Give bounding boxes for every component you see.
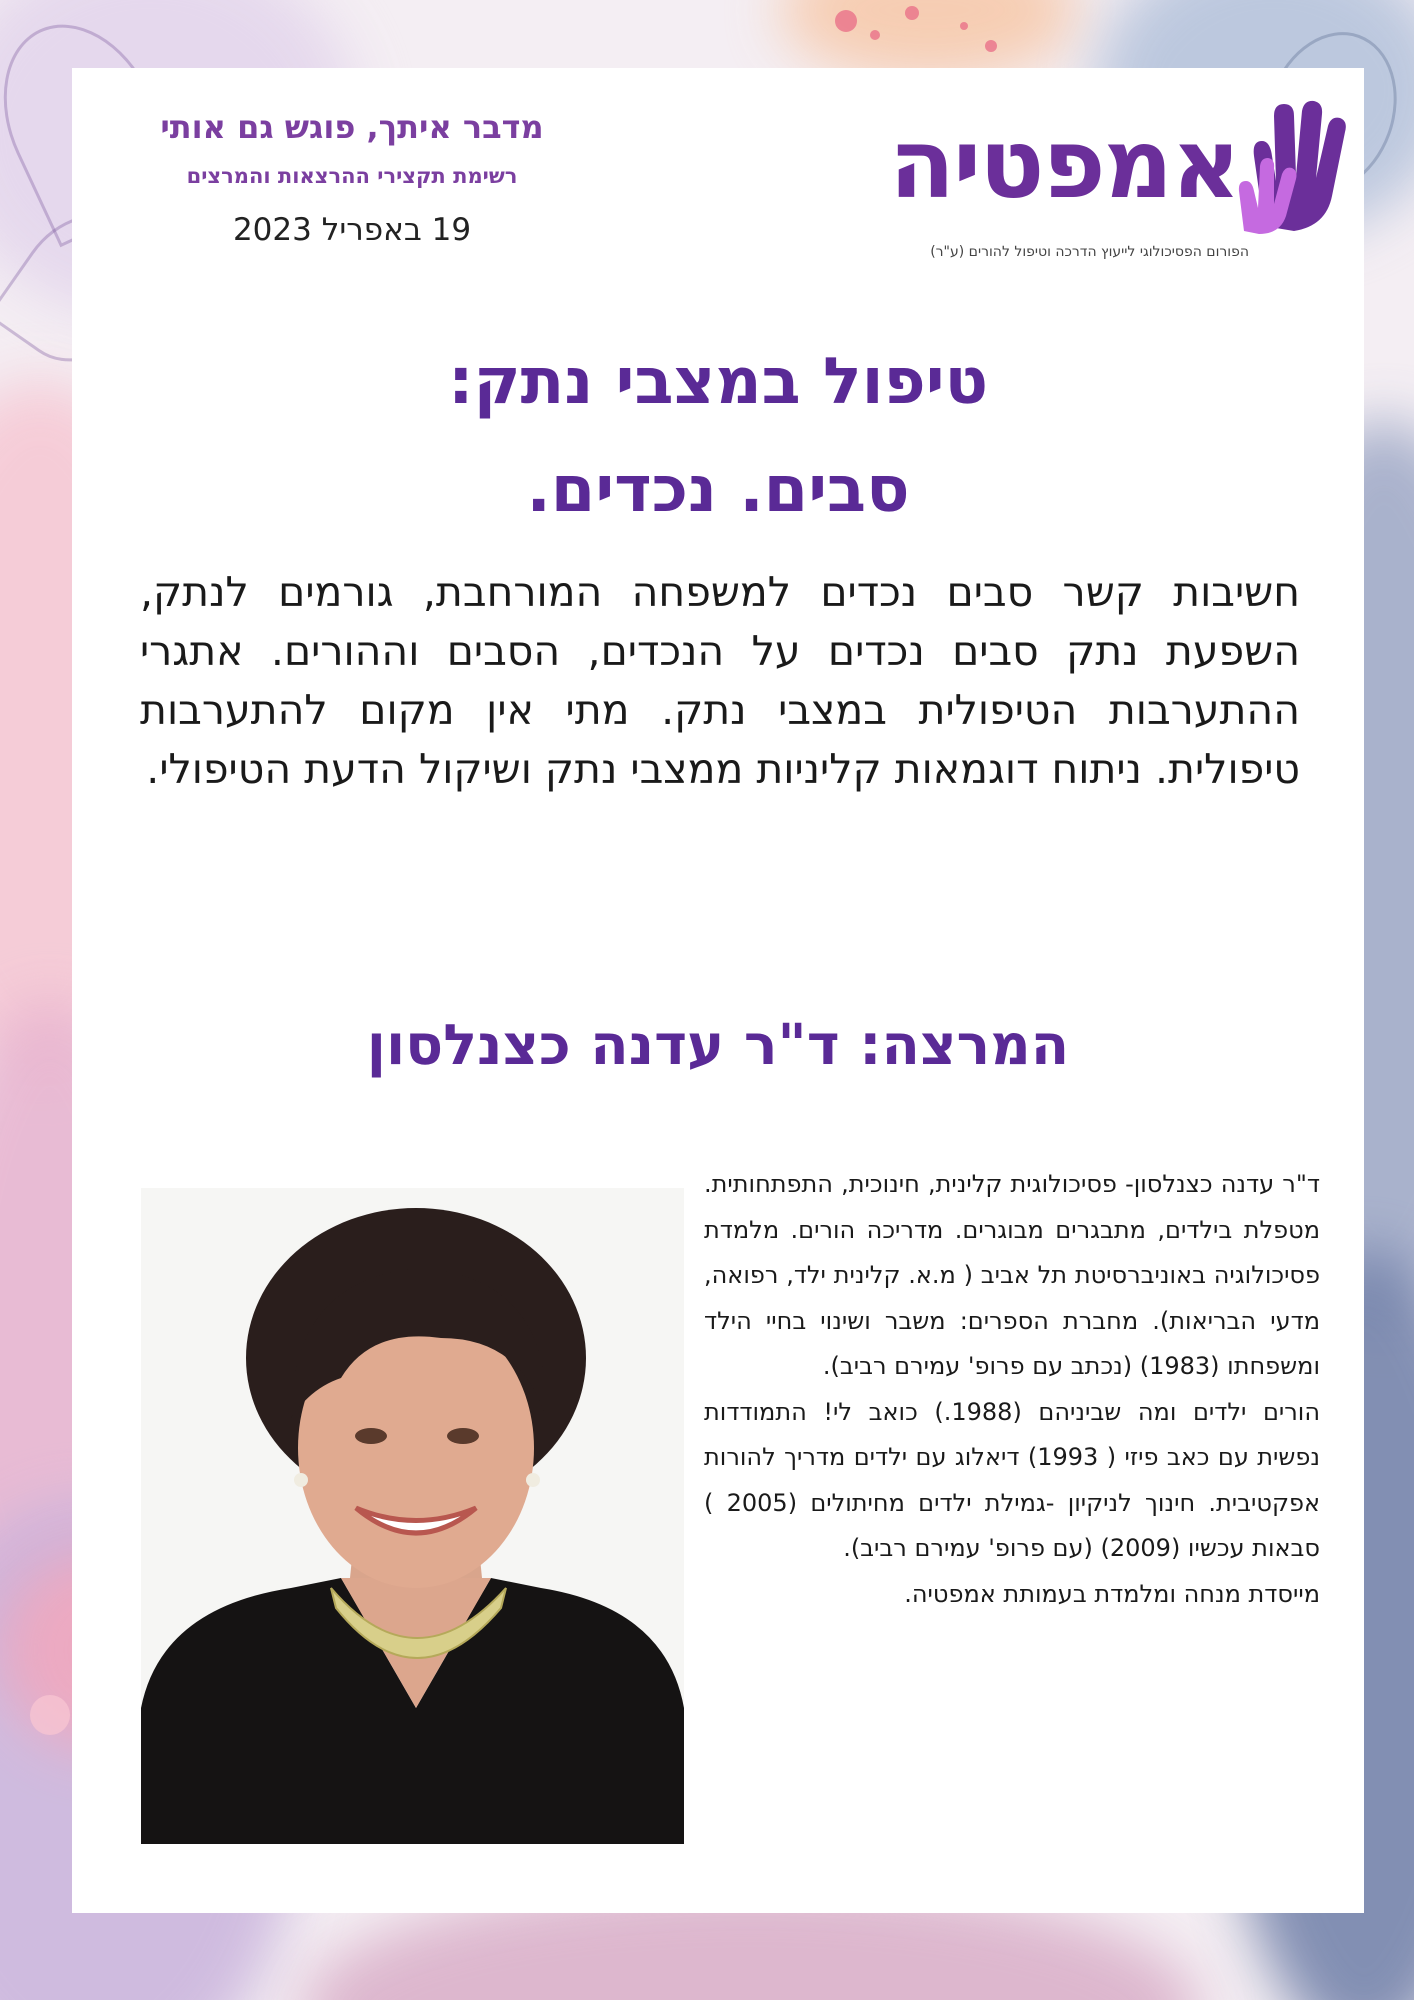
bio-paragraph: מייסדת מנחה ומלמדת בעמותת אמפטיה.: [904, 1579, 1320, 1608]
event-date: 19 באפריל 2023: [232, 212, 472, 248]
lecture-abstract: חשיבות קשר סבים נכדים למשפחה המורחבת, גורמים לנתק, השפעת נתק סבים נכדים על הנכדים, הסבים וההורים. אתגרי ההתערבות הטיפולית במצבי נתק. מתי אין מקום להתערבות טיפולית. ניתוח דוגמאות קליניות ממצבי נתק ושיקול הדעת הטיפולי.: [140, 568, 1300, 793]
speaker-bio: [704, 1162, 1320, 1617]
empathy-logo: [889, 96, 1364, 276]
title-line-1: טיפול במצבי נתק:: [447, 345, 989, 419]
logo-name: אמפטיה: [889, 108, 1239, 220]
header-info: [122, 108, 582, 248]
title-line-2: סבים. נכדים.: [526, 453, 910, 527]
lecture-title: [72, 328, 1364, 544]
bio-paragraph: ד"ר עדנה כצנלסון- פסיכולוגית קלינית, חינוכית, התפתחותית. מטפלת בילדים, מתבגרים מבוגרים. מדריכה הורים. מלמדת פסיכולוגיה באוניברסיטת תל אביב ( מ.א. קלינית ילד, רפואה, מדעי הבריאות). מחברת הספרים: משבר ושינוי בחיי הילד ומשפחתו (1983) (נכתב עם פרופ' עמירם רביב).: [704, 1170, 1320, 1380]
speaker-portrait: [141, 1188, 684, 1844]
speaker-photo: [141, 1188, 684, 1844]
forum-title: מדבר איתך, פוגש גם אותי: [160, 108, 544, 146]
hands-icon: [1224, 96, 1364, 236]
flyer-card: [72, 68, 1364, 1913]
bio-paragraph: הורים ילדים ומה שביניהם (1988.) כואב לי! התמודדות נפשית עם כאב פיזי ( 1993) דיאלוג עם ילדים מדריך להורות אפקטיבית. חינוך לניקיון -גמילת ילדים מחיתולים (2005 ) סבאות עכשיו (2009) (עם פרופ' עמירם רביב).: [704, 1397, 1321, 1562]
forum-subtitle: רשימת תקצירי ההרצאות והמרצים: [186, 164, 518, 188]
speaker-heading: המרצה: ד"ר עדנה כצנלסון: [366, 1013, 1070, 1078]
logo-tagline: הפורום הפסיכולוגי לייעוץ הדרכה וטיפול להורים (ע"ר): [930, 244, 1249, 260]
